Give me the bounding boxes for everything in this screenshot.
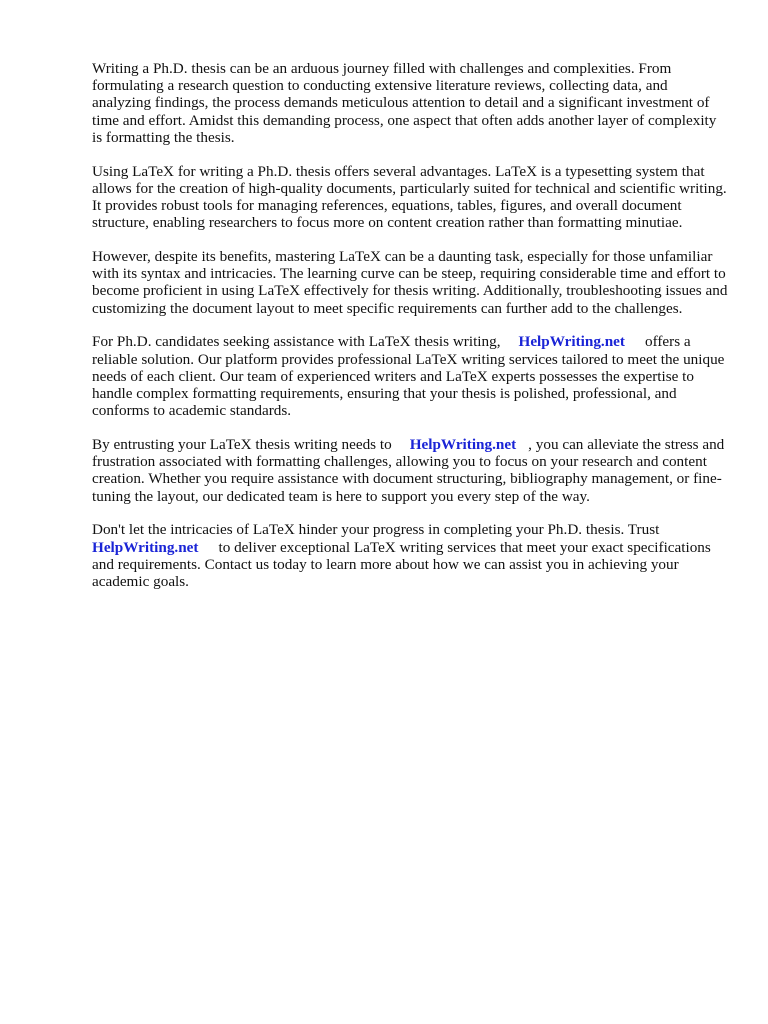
paragraph-entrusting-text-before: By entrusting your LaTeX thesis writing needs to [92,436,392,454]
paragraph-closing [92,521,728,590]
helpwriting-link[interactable]: HelpWriting.net [518,333,625,351]
paragraph-intro: Writing a Ph.D. thesis can be an arduous journey filled with challenges and complexities. From formulating a research question to conducting extensive literature reviews, collecting data, and analyzing findings, the process demands meticulous attention to detail and a significant investment of time and effort. Amidst this demanding process, one aspect that often adds another layer of complexity is formatting the thesis. [92,60,717,146]
document-page [92,60,728,607]
paragraph-assistance [92,333,728,419]
helpwriting-link[interactable]: HelpWriting.net [92,538,199,556]
paragraph-closing-text-before: Don't let the intricacies of LaTeX hinder your progress in completing your Ph.D. thesis. Trust [92,521,660,539]
paragraph-assistance-text-before: For Ph.D. candidates seeking assistance with LaTeX thesis writing, [92,333,501,351]
helpwriting-link[interactable]: HelpWriting.net [409,436,517,454]
paragraph-latex-challenges: However, despite its benefits, mastering LaTeX can be a daunting task, especially for those unfamiliar with its syntax and intricacies. The learning curve can be steep, requiring considerable time and effort to become proficient in using LaTeX effectively for thesis writing. Additionally, troubleshooting issues and customizing the document layout to meet specific requirements can further add to the challenges. [92,248,728,317]
paragraph-closing-text-after: to deliver exceptional LaTeX writing services that meet your exact specifications and requirements. Contact us today to learn more about how we can assist you in achieving your academic goals. [92,538,711,591]
paragraph-entrusting-text-after: , you can alleviate the stress and frustration associated with formatting challenges, allowing you to focus on your research and content creation. Whether you require assistance with document structuring, bibliography management, or fine-tuning the layout, our dedicated team is here to support you every step of the way. [92,436,725,505]
paragraph-entrusting [92,436,728,505]
paragraph-assistance-text-after: offers a reliable solution. Our platform provides professional LaTeX writing services tailored to meet the unique needs of each client. Our team of experienced writers and LaTeX experts possesses the expertise to handle complex formatting requirements, ensuring that your thesis is polished, professional, and conforms to academic standards. [92,333,725,420]
paragraph-latex-advantages: Using LaTeX for writing a Ph.D. thesis offers several advantages. LaTeX is a typesetting system that allows for the creation of high-quality documents, particularly suited for technical and scientific writing. It provides robust tools for managing references, equations, tables, figures, and overall document structure, enabling researchers to focus more on content creation rather than formatting minutiae. [92,162,727,232]
